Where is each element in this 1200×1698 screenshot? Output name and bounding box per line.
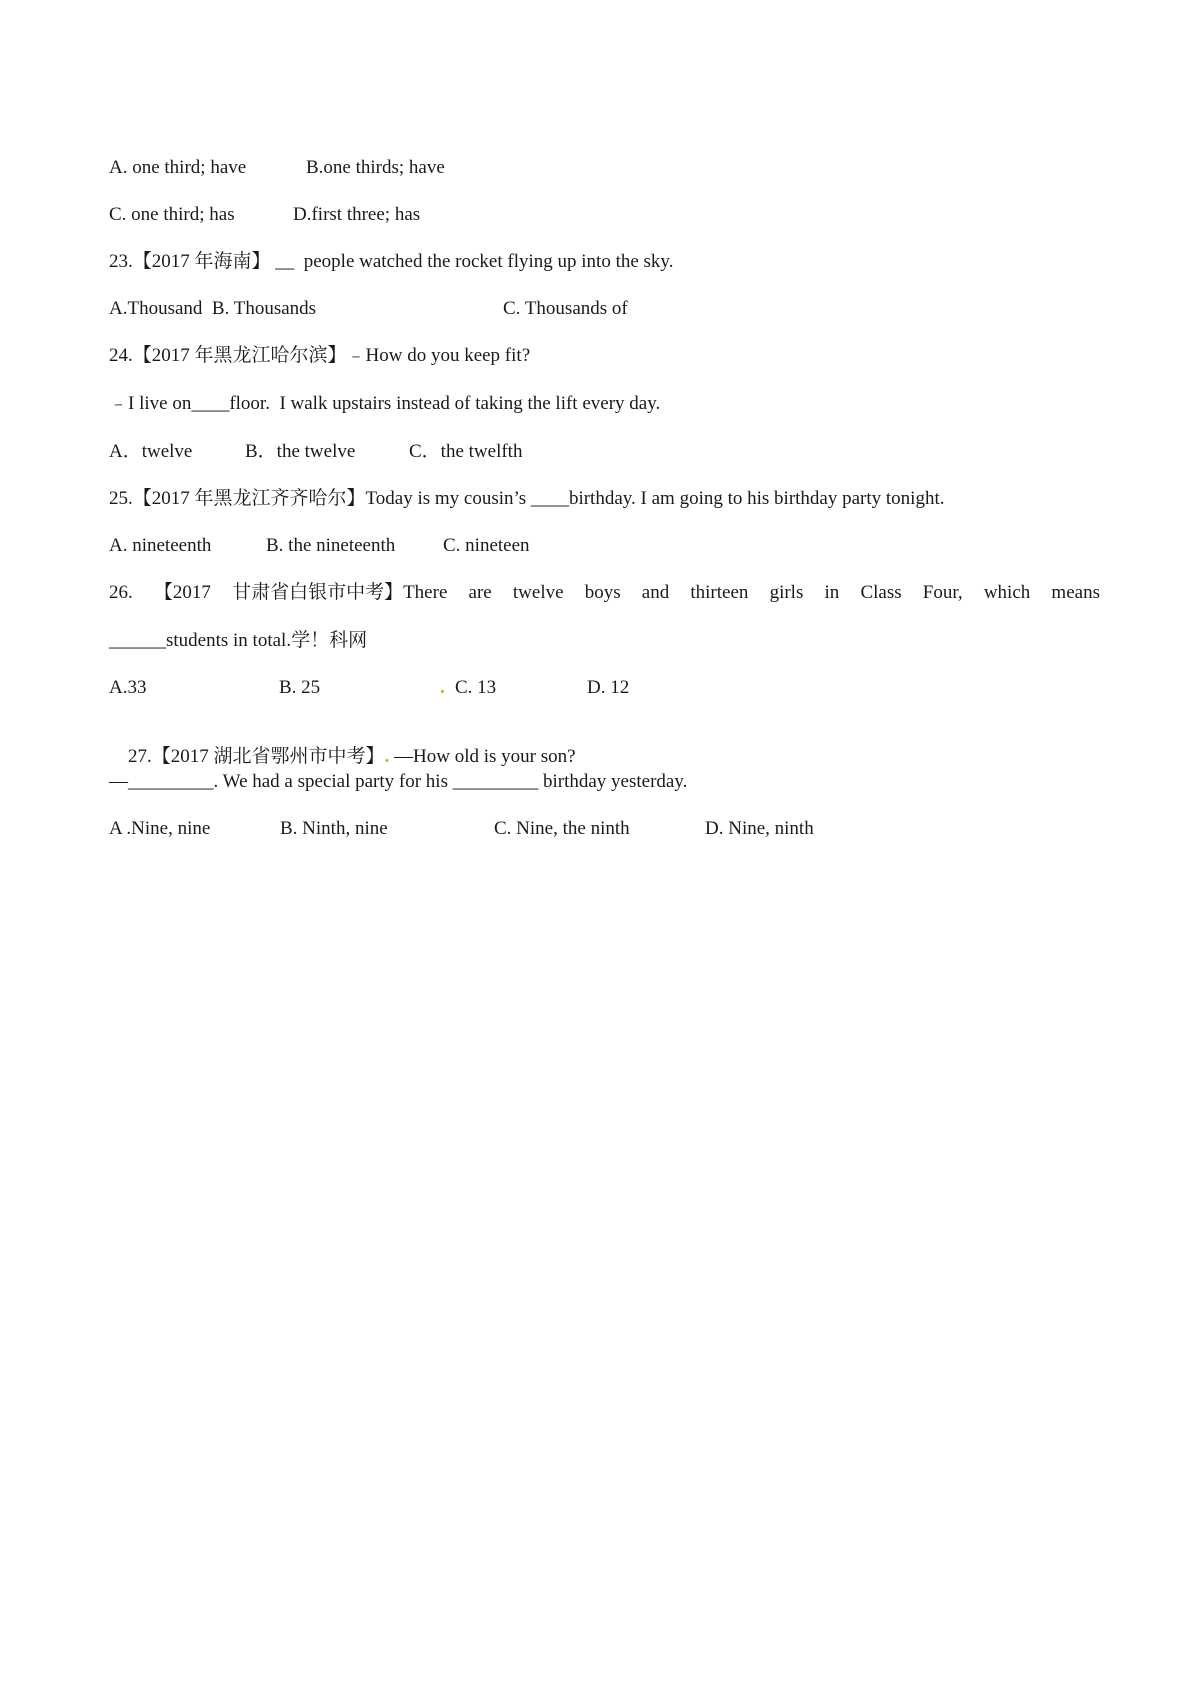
option-a: A. nineteenth: [109, 535, 212, 556]
option-b: B. 25: [279, 677, 321, 698]
question-26-word: twelve: [512, 582, 564, 603]
question-26-word: which: [983, 582, 1031, 603]
question-26-word: means: [1051, 582, 1100, 603]
question-24: 24.【2017 年黑龙江哈尔滨】﹣How do you keep fit?: [109, 345, 531, 366]
question-27-answer-line: —_________. We had a special party for his _________ birthday yesterday.: [109, 771, 688, 792]
question-26-word: are: [468, 582, 492, 603]
question-26: [109, 582, 1100, 604]
question-26-second-line: ______students in total.学！科网: [109, 630, 368, 651]
question-26-word: in: [824, 582, 840, 603]
option-a: A.33: [109, 677, 147, 698]
highlight-dot: .: [384, 746, 390, 767]
option-b: B.one thirds; have: [306, 157, 445, 178]
question-26-word: and: [641, 582, 670, 603]
question-26-word: 26.: [109, 582, 133, 603]
option-b: B．the twelve: [245, 441, 356, 462]
option-a: A .Nine, nine: [109, 818, 211, 839]
option-b: B. the nineteenth: [266, 535, 396, 556]
question-26-word: Four,: [922, 582, 963, 603]
options-line-27: [109, 818, 814, 950]
question-24-answer-line: ﹣I live on____floor. I walk upstairs instead of taking the lift every day.: [109, 393, 661, 414]
question-23: 23.【2017 年海南】 __ people watched the rocket flying up into the sky.: [109, 251, 674, 272]
question-26-word: boys: [584, 582, 621, 603]
question-26-word: Class: [860, 582, 902, 603]
option-b: B. Ninth, nine: [280, 818, 388, 839]
option-c: C. Thousands of: [503, 298, 628, 319]
option-a: A. one third; have: [109, 157, 247, 178]
question-26-word: girls: [769, 582, 804, 603]
question-25: 25.【2017 年黑龙江齐齐哈尔】Today is my cousin’s ____birthday. I am going to his birthday party tonight.: [109, 488, 945, 509]
option-c: C. nineteen: [443, 535, 530, 556]
highlight-dot: .: [440, 677, 445, 698]
question-26-word: thirteen: [690, 582, 749, 603]
option-c: C. 13: [455, 677, 497, 698]
option-d: D. Nine, ninth: [705, 818, 814, 839]
option-c: C．the twelfth: [409, 441, 523, 462]
option-a: A．twelve: [109, 441, 193, 462]
question-27-source: 27.【2017 湖北省鄂州市中考】: [128, 746, 385, 767]
option-d: D. 12: [587, 677, 630, 698]
question-26-word: 甘肃省白银市中考】There: [232, 582, 448, 603]
option-c: C. one third; has: [109, 204, 235, 225]
option-ab: A.Thousand B. Thousands: [109, 298, 317, 319]
question-26-word: 【2017: [153, 582, 211, 603]
option-c: C. Nine, the ninth: [494, 818, 630, 839]
option-d: D.first three; has: [293, 204, 421, 225]
question-27-text: —How old is your son?: [389, 746, 576, 767]
